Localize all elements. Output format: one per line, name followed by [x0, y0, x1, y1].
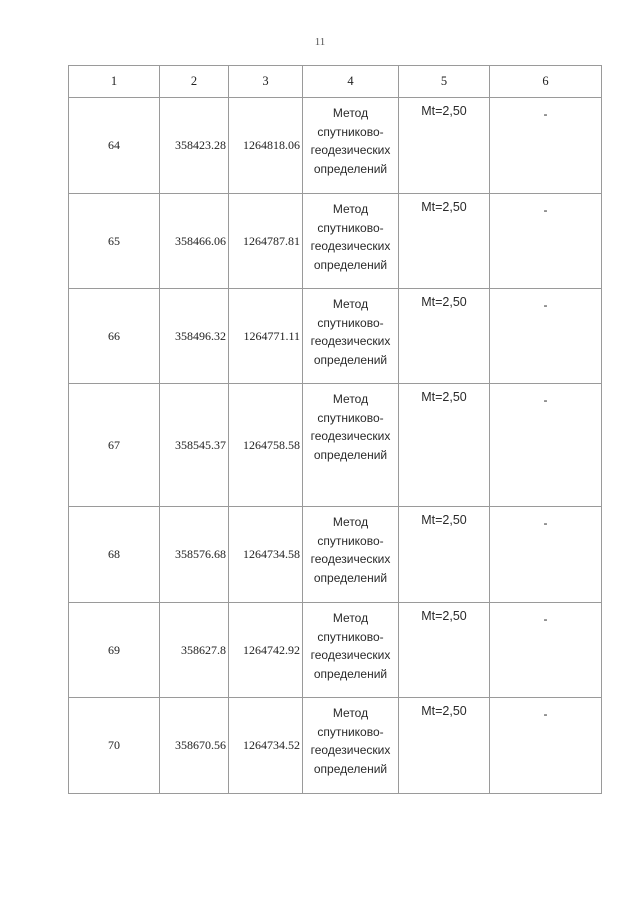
method-line: спутниково-	[317, 410, 384, 425]
coordinate-y: 1264734.58	[229, 507, 303, 603]
note-value: -	[490, 194, 602, 289]
coordinate-y: 1264771.11	[229, 289, 303, 384]
table-row	[69, 507, 602, 603]
point-number: 69	[69, 603, 160, 698]
accuracy-value: Mt=2,50	[399, 698, 490, 794]
method-line: Метод	[332, 706, 369, 720]
method-line: определений	[313, 257, 388, 272]
method-cell	[303, 384, 399, 507]
method-line: геодезических	[310, 648, 391, 662]
accuracy-value: Mt=2,50	[399, 194, 490, 289]
column-header: 5	[399, 66, 490, 98]
method-cell	[303, 194, 399, 289]
method-line: геодезических	[310, 552, 391, 566]
coordinate-y: 1264742.92	[229, 603, 303, 698]
note-value: -	[490, 289, 602, 384]
accuracy-value: Mt=2,50	[399, 289, 490, 384]
point-number: 70	[69, 698, 160, 794]
method-cell	[303, 98, 399, 194]
method-line: Метод	[332, 515, 369, 529]
coordinate-x: 358423.28	[160, 98, 229, 194]
table-row	[69, 289, 602, 384]
page-number: 11	[314, 36, 326, 48]
point-number: 65	[69, 194, 160, 289]
coordinate-x: 358627.8	[160, 603, 229, 698]
method-line: спутниково-	[317, 533, 384, 548]
note-value: -	[490, 603, 602, 698]
method-line: спутниково-	[317, 629, 384, 644]
column-header: 4	[303, 66, 399, 98]
method-line: определений	[313, 666, 388, 681]
coordinate-y: 1264787.81	[229, 194, 303, 289]
table-row	[69, 603, 602, 698]
method-line: спутниково-	[317, 124, 384, 139]
method-line: Метод	[332, 611, 369, 625]
table-row	[69, 698, 602, 794]
method-cell	[303, 289, 399, 384]
column-header: 3	[229, 66, 303, 98]
method-line: спутниково-	[317, 220, 384, 235]
coordinate-y: 1264734.52	[229, 698, 303, 794]
method-line: геодезических	[310, 743, 391, 757]
method-line: геодезических	[310, 334, 391, 348]
method-cell	[303, 507, 399, 603]
coordinate-x: 358576.68	[160, 507, 229, 603]
method-line: геодезических	[310, 239, 391, 253]
point-number: 67	[69, 384, 160, 507]
accuracy-value: Mt=2,50	[399, 603, 490, 698]
method-cell	[303, 698, 399, 794]
point-number: 64	[69, 98, 160, 194]
table-row	[69, 384, 602, 507]
method-line: определений	[313, 761, 388, 776]
coordinate-y: 1264818.06	[229, 98, 303, 194]
method-line: геодезических	[310, 143, 391, 157]
accuracy-value: Mt=2,50	[399, 507, 490, 603]
method-line: определений	[313, 447, 388, 462]
coordinate-x: 358496.32	[160, 289, 229, 384]
note-value: -	[490, 384, 602, 507]
method-line: Метод	[332, 392, 369, 406]
coordinate-x: 358466.06	[160, 194, 229, 289]
accuracy-value: Mt=2,50	[399, 98, 490, 194]
method-line: Метод	[332, 106, 369, 120]
table-row	[69, 194, 602, 289]
column-header: 1	[69, 66, 160, 98]
accuracy-value: Mt=2,50	[399, 384, 490, 507]
coordinates-table	[68, 65, 602, 794]
method-line: определений	[313, 161, 388, 176]
point-number: 66	[69, 289, 160, 384]
note-value: -	[490, 698, 602, 794]
point-number: 68	[69, 507, 160, 603]
method-line: определений	[313, 570, 388, 585]
table-header-row	[69, 66, 602, 98]
note-value: -	[490, 507, 602, 603]
table-row	[69, 98, 602, 194]
method-line: спутниково-	[317, 315, 384, 330]
coordinate-y: 1264758.58	[229, 384, 303, 507]
column-header: 2	[160, 66, 229, 98]
note-value: -	[490, 98, 602, 194]
method-line: Метод	[332, 297, 369, 311]
method-line: геодезических	[310, 429, 391, 443]
method-line: определений	[313, 352, 388, 367]
method-line: Метод	[332, 202, 369, 216]
coordinate-x: 358545.37	[160, 384, 229, 507]
column-header: 6	[490, 66, 602, 98]
method-line: спутниково-	[317, 724, 384, 739]
coordinate-x: 358670.56	[160, 698, 229, 794]
method-cell	[303, 603, 399, 698]
